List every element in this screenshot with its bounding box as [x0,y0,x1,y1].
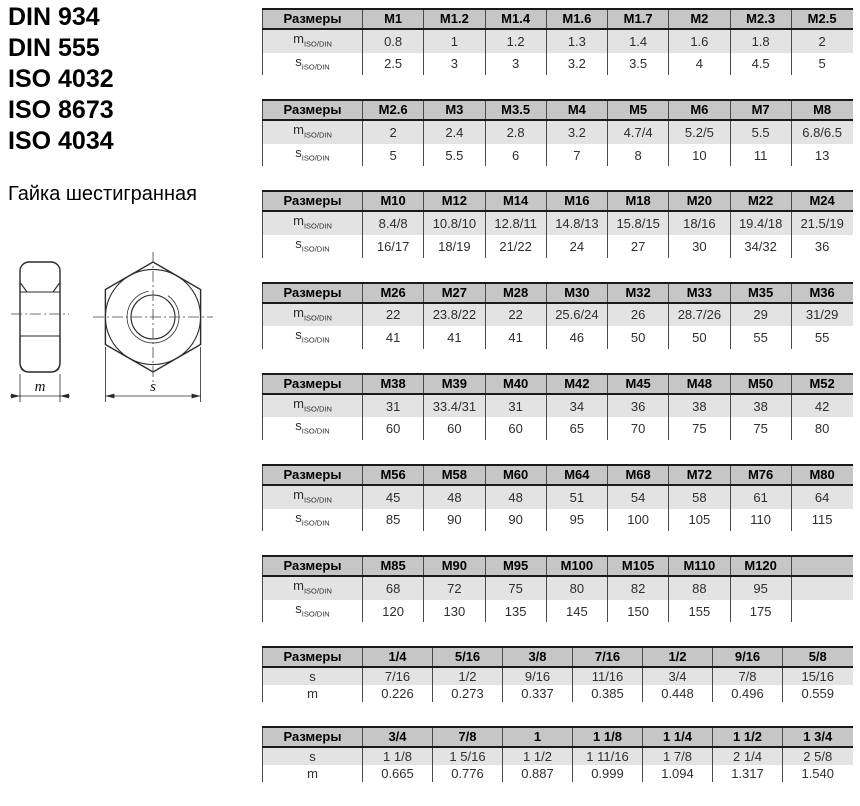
value-cell: 145 [546,600,607,623]
value-cell: 1 1/2 [503,747,573,765]
nut-top-view [93,252,213,402]
size-column-header: M38 [363,374,424,394]
value-cell: 5.2/5 [669,120,730,144]
size-column-header: M85 [363,556,424,576]
value-cell: 1.094 [643,765,713,782]
value-cell: 60 [485,417,546,440]
size-column-header: M30 [546,283,607,303]
value-cell: 25.6/24 [546,303,607,327]
row-label: $m_{ISO/DIN}$ [263,211,363,235]
size-column-header: M1.7 [608,9,669,29]
row-label: $s_{ISO/DIN}$ [263,326,363,349]
size-column-header: M32 [608,283,669,303]
row-label: $s_{ISO/DIN}$ [263,144,363,167]
value-cell: 34/32 [730,235,791,258]
product-name: Гайка шестигранная [8,183,197,205]
value-cell: 4 [669,53,730,76]
size-column-header: M20 [669,191,730,211]
value-cell: 3/4 [643,667,713,685]
size-column-header: M1.6 [546,9,607,29]
size-table [262,726,853,782]
value-cell: 29 [730,303,791,327]
value-cell: 0.776 [433,765,503,782]
value-cell: 6.8/6.5 [791,120,852,144]
value-cell: 15.8/15 [608,211,669,235]
value-cell: 24 [546,235,607,258]
value-cell: 11/16 [573,667,643,685]
value-cell: 105 [669,509,730,532]
size-column-header: M33 [669,283,730,303]
value-cell: 1 11/16 [573,747,643,765]
value-cell: 3.2 [546,120,607,144]
value-cell: 18/19 [424,235,485,258]
value-cell: 21/22 [485,235,546,258]
size-table [262,99,853,166]
value-cell: 8.4/8 [363,211,424,235]
size-column-header: M6 [669,100,730,120]
value-cell: 33.4/31 [424,394,485,418]
size-column-header: M58 [424,465,485,485]
value-cell: 120 [363,600,424,623]
standard-title: ISO 8673 [8,96,114,124]
size-column-header: 1 1/8 [573,727,643,747]
nut-side-view [10,262,70,402]
standard-title: ISO 4032 [8,65,114,93]
size-column-header: M110 [669,556,730,576]
value-cell: 42 [791,394,852,418]
value-cell: 11 [730,144,791,167]
value-cell: 3 [424,53,485,76]
value-cell: 0.273 [433,685,503,702]
table-corner-header: Размеры [263,727,363,747]
row-label: $s_{ISO/DIN}$ [263,53,363,76]
size-column-header: 7/16 [573,647,643,667]
table-corner-header: Размеры [263,374,363,394]
value-cell: 61 [730,485,791,509]
value-cell: 2 1/4 [713,747,783,765]
row-label: m [263,765,363,782]
value-cell: 1.6 [669,29,730,53]
value-cell: 175 [730,600,791,623]
value-cell: 50 [669,326,730,349]
value-cell: 2 [791,29,852,53]
value-cell: 36 [791,235,852,258]
value-cell: 48 [485,485,546,509]
value-cell: 9/16 [503,667,573,685]
value-cell [791,576,852,600]
row-label: m [263,685,363,702]
size-column-header: M1.2 [424,9,485,29]
value-cell: 0.448 [643,685,713,702]
value-cell: 23.8/22 [424,303,485,327]
table-corner-header: Размеры [263,100,363,120]
size-column-header: M1.4 [485,9,546,29]
value-cell: 41 [363,326,424,349]
value-cell: 2 [363,120,424,144]
size-column-header [791,556,852,576]
value-cell: 16/17 [363,235,424,258]
value-cell: 10.8/10 [424,211,485,235]
size-table [262,373,853,440]
size-column-header: M105 [608,556,669,576]
row-label: s [263,667,363,685]
value-cell: 1.4 [608,29,669,53]
value-cell: 75 [730,417,791,440]
value-cell: 3.5 [608,53,669,76]
value-cell: 1 [424,29,485,53]
value-cell: 55 [730,326,791,349]
size-column-header: 1/4 [363,647,433,667]
size-table [262,282,853,349]
size-column-header: M60 [485,465,546,485]
size-column-header: M95 [485,556,546,576]
value-cell: 34 [546,394,607,418]
dimension-s-label: s [150,379,156,395]
value-cell: 6 [485,144,546,167]
table-corner-header: Размеры [263,465,363,485]
value-cell: 0.385 [573,685,643,702]
row-label: $m_{ISO/DIN}$ [263,303,363,327]
value-cell: 1.540 [783,765,853,782]
size-column-header: M27 [424,283,485,303]
value-cell: 68 [363,576,424,600]
value-cell: 65 [546,417,607,440]
value-cell: 1.2 [485,29,546,53]
value-cell: 31/29 [791,303,852,327]
size-column-header: M52 [791,374,852,394]
size-column-header: M26 [363,283,424,303]
size-column-header: M18 [608,191,669,211]
value-cell: 150 [608,600,669,623]
size-table [262,646,853,702]
size-column-header: 5/16 [433,647,503,667]
value-cell: 2.4 [424,120,485,144]
size-column-header: M35 [730,283,791,303]
value-cell: 0.999 [573,765,643,782]
value-cell: 95 [730,576,791,600]
value-cell: 31 [363,394,424,418]
value-cell: 75 [485,576,546,600]
size-table [262,8,853,75]
value-cell: 2.8 [485,120,546,144]
size-column-header: M24 [791,191,852,211]
standard-title: DIN 934 [8,3,100,31]
value-cell: 5.5 [730,120,791,144]
size-column-header: 1 [503,727,573,747]
value-cell: 12.8/11 [485,211,546,235]
value-cell: 48 [424,485,485,509]
value-cell: 22 [363,303,424,327]
size-column-header: M8 [791,100,852,120]
value-cell: 155 [669,600,730,623]
size-column-header: M90 [424,556,485,576]
size-column-header: M5 [608,100,669,120]
value-cell: 1 1/8 [363,747,433,765]
value-cell: 60 [363,417,424,440]
row-label: $m_{ISO/DIN}$ [263,485,363,509]
value-cell: 45 [363,485,424,509]
size-column-header: M22 [730,191,791,211]
row-label: $s_{ISO/DIN}$ [263,417,363,440]
value-cell: 1 7/8 [643,747,713,765]
value-cell: 18/16 [669,211,730,235]
row-label: $m_{ISO/DIN}$ [263,120,363,144]
value-cell: 135 [485,600,546,623]
value-cell: 1 5/16 [433,747,503,765]
tables-column [262,8,852,806]
value-cell: 55 [791,326,852,349]
size-column-header: M1 [363,9,424,29]
value-cell: 1/2 [433,667,503,685]
value-cell: 70 [608,417,669,440]
size-column-header: 3/4 [363,727,433,747]
size-column-header: M80 [791,465,852,485]
size-column-header: M45 [608,374,669,394]
value-cell: 0.559 [783,685,853,702]
value-cell: 0.226 [363,685,433,702]
value-cell: 130 [424,600,485,623]
size-column-header: M10 [363,191,424,211]
size-column-header: M40 [485,374,546,394]
value-cell: 110 [730,509,791,532]
value-cell: 115 [791,509,852,532]
size-column-header: M2.6 [363,100,424,120]
size-column-header: 7/8 [433,727,503,747]
standards-list [8,2,258,157]
value-cell: 4.7/4 [608,120,669,144]
size-column-header: M64 [546,465,607,485]
size-column-header: M36 [791,283,852,303]
value-cell: 13 [791,144,852,167]
value-cell: 5.5 [424,144,485,167]
value-cell: 1.317 [713,765,783,782]
size-table [262,555,853,622]
value-cell: 3.2 [546,53,607,76]
size-column-header: M48 [669,374,730,394]
value-cell: 46 [546,326,607,349]
value-cell: 100 [608,509,669,532]
value-cell: 60 [424,417,485,440]
size-table [262,464,853,531]
value-cell: 7 [546,144,607,167]
value-cell: 19.4/18 [730,211,791,235]
size-column-header: M2.5 [791,9,852,29]
value-cell: 10 [669,144,730,167]
size-column-header: M3 [424,100,485,120]
size-column-header: M12 [424,191,485,211]
size-column-header: 1 1/4 [643,727,713,747]
row-label: $s_{ISO/DIN}$ [263,235,363,258]
size-column-header: 9/16 [713,647,783,667]
value-cell: 58 [669,485,730,509]
size-column-header: M16 [546,191,607,211]
table-corner-header: Размеры [263,556,363,576]
size-column-header: M56 [363,465,424,485]
row-label: $s_{ISO/DIN}$ [263,600,363,623]
value-cell: 5 [791,53,852,76]
value-cell: 3 [485,53,546,76]
value-cell: 31 [485,394,546,418]
value-cell: 0.496 [713,685,783,702]
value-cell: 38 [730,394,791,418]
value-cell: 82 [608,576,669,600]
value-cell: 0.665 [363,765,433,782]
value-cell: 8 [608,144,669,167]
value-cell: 7/16 [363,667,433,685]
value-cell: 75 [669,417,730,440]
standard-title: DIN 555 [8,34,100,62]
size-table [262,190,853,257]
value-cell: 2 5/8 [783,747,853,765]
size-column-header: 3/8 [503,647,573,667]
size-column-header: M2.3 [730,9,791,29]
size-column-header: 5/8 [783,647,853,667]
size-column-header: M28 [485,283,546,303]
value-cell: 5 [363,144,424,167]
row-label: $s_{ISO/DIN}$ [263,509,363,532]
size-column-header: 1 3/4 [783,727,853,747]
section-hatch [20,336,60,372]
value-cell [791,600,852,623]
row-label: $m_{ISO/DIN}$ [263,29,363,53]
value-cell: 80 [546,576,607,600]
table-corner-header: Размеры [263,283,363,303]
size-column-header: M42 [546,374,607,394]
row-label: $m_{ISO/DIN}$ [263,394,363,418]
value-cell: 22 [485,303,546,327]
value-cell: 28.7/26 [669,303,730,327]
value-cell: 36 [608,394,669,418]
size-column-header: M72 [669,465,730,485]
table-corner-header: Размеры [263,191,363,211]
size-column-header: M14 [485,191,546,211]
size-column-header: M120 [730,556,791,576]
table-corner-header: Размеры [263,9,363,29]
value-cell: 64 [791,485,852,509]
size-column-header: M39 [424,374,485,394]
value-cell: 4.5 [730,53,791,76]
value-cell: 2.5 [363,53,424,76]
value-cell: 0.887 [503,765,573,782]
value-cell: 15/16 [783,667,853,685]
value-cell: 95 [546,509,607,532]
size-column-header: M4 [546,100,607,120]
size-column-header: M100 [546,556,607,576]
standard-title: ISO 4034 [8,127,114,155]
value-cell: 54 [608,485,669,509]
value-cell: 26 [608,303,669,327]
size-column-header: M68 [608,465,669,485]
value-cell: 88 [669,576,730,600]
value-cell: 30 [669,235,730,258]
value-cell: 80 [791,417,852,440]
dimension-m-label: m [34,379,46,395]
size-column-header: M76 [730,465,791,485]
value-cell: 0.8 [363,29,424,53]
value-cell: 14.8/13 [546,211,607,235]
value-cell: 90 [485,509,546,532]
value-cell: 38 [669,394,730,418]
size-column-header: M3.5 [485,100,546,120]
size-column-header: M50 [730,374,791,394]
table-corner-header: Размеры [263,647,363,667]
value-cell: 41 [485,326,546,349]
value-cell: 1.8 [730,29,791,53]
value-cell: 0.337 [503,685,573,702]
value-cell: 27 [608,235,669,258]
row-label: $m_{ISO/DIN}$ [263,576,363,600]
left-column [8,2,258,206]
value-cell: 21.5/19 [791,211,852,235]
value-cell: 51 [546,485,607,509]
value-cell: 7/8 [713,667,783,685]
value-cell: 1.3 [546,29,607,53]
hex-nut-drawing [8,250,258,425]
row-label: s [263,747,363,765]
value-cell: 90 [424,509,485,532]
value-cell: 72 [424,576,485,600]
size-column-header: 1 1/2 [713,727,783,747]
size-column-header: M2 [669,9,730,29]
value-cell: 41 [424,326,485,349]
value-cell: 85 [363,509,424,532]
size-column-header: M7 [730,100,791,120]
size-column-header: 1/2 [643,647,713,667]
value-cell: 50 [608,326,669,349]
